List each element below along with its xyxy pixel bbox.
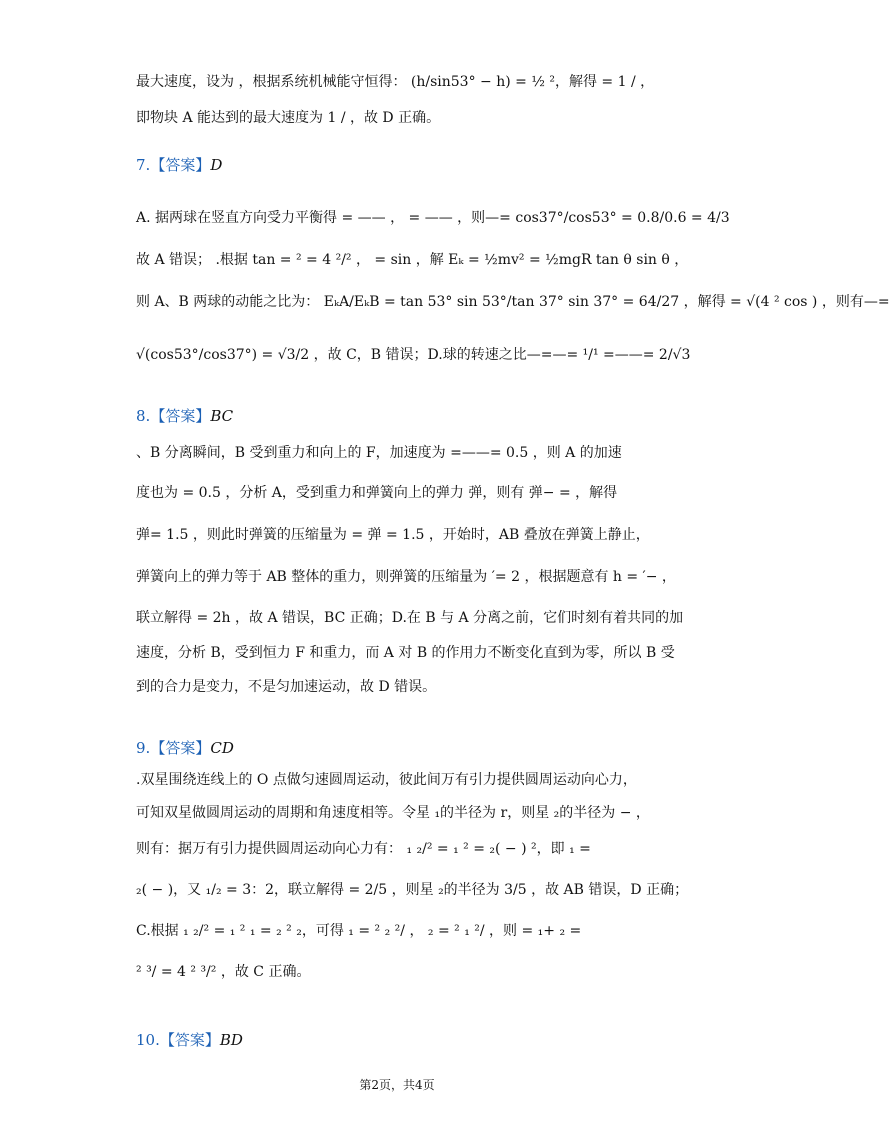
q8-text-line-7: 到的合力是变力，不是匀加速运动，故 D 错误。 bbox=[136, 679, 437, 695]
q6-text-line-2: 即物块 A 能达到的最大速度为 1 / ，故 D 正确。 bbox=[136, 110, 441, 126]
q7-text-line-2: 故 A 错误； .根据 tan = ² = 4 ²/² ， = sin ，解 Eₖ = ½mv² = ½mgR tan θ sin θ ， bbox=[136, 252, 689, 268]
q10-heading bbox=[136, 1030, 243, 1050]
q7-text-line-3: 则 A、B 两球的动能之比为： EₖA/EₖB = tan 53° sin 53°/tan 37° sin 37° = 64/27 ，解得 = √(4 ² cos ) ，则有—= bbox=[136, 294, 890, 310]
q9-answer: CD bbox=[210, 739, 234, 757]
q7-bracket-open: 【 bbox=[150, 156, 166, 174]
q7-answer: D bbox=[210, 156, 223, 174]
q9-text-line-3: 则有：据万有引力提供圆周运动向心力有： ₁ ₂/² = ₁ ² = ₂( − ) ²，即 ₁ = bbox=[136, 841, 591, 857]
q10-answer: BD bbox=[219, 1031, 243, 1049]
q10-bracket-close: 】 bbox=[204, 1031, 220, 1049]
q9-text-line-4: ₂( − )，又 ₁/₂ = 3：2，联立解得 = 2/5 ，则星 ₂的半径为 3/5 ，故 AB 错误，D 正确； bbox=[136, 882, 689, 898]
q9-heading bbox=[136, 738, 234, 758]
q10-answer-label: 答案 bbox=[174, 1031, 205, 1049]
q10-bracket-open: 【 bbox=[159, 1031, 175, 1049]
page-footer: 第2页，共4页 bbox=[359, 1078, 435, 1092]
q8-text-line-2: 度也为 = 0.5 ，分析 A，受到重力和弹簧向上的弹力 弹，则有 弹− = ，解得 bbox=[136, 485, 618, 501]
q9-answer-label: 答案 bbox=[165, 739, 196, 757]
q8-bracket-open: 【 bbox=[150, 407, 166, 425]
q9-bracket-open: 【 bbox=[150, 739, 166, 757]
q7-text-line-4: √(cos53°/cos37°) = √3/2 ，故 C，B 错误；D.球的转速之比—=—= ¹/¹ =——= 2/√3 bbox=[136, 347, 691, 363]
q9-number: 9. bbox=[136, 739, 151, 757]
q8-answer-label: 答案 bbox=[165, 407, 196, 425]
q7-number: 7. bbox=[136, 156, 151, 174]
q6-text-line-1: 最大速度，设为 ，根据系统机械能守恒得： (h/sin53° − h) = ½ ²，解得 = 1 / ， bbox=[136, 74, 655, 90]
q8-text-line-6: 速度，分析 B，受到恒力 F 和重力，而 A 对 B 的作用力不断变化直到为零，所以 B 受 bbox=[136, 645, 675, 661]
q8-answer: BC bbox=[210, 407, 234, 425]
q8-text-line-4: 弹簧向上的弹力等于 AB 整体的重力，则弹簧的压缩量为 ′= 2 ，根据题意有 h = ′− ， bbox=[136, 569, 676, 585]
q7-text-line-1: A. 据两球在竖直方向受力平衡得 = —— ， = —— ，则—= cos37°/cos53° = 0.8/0.6 = 4/3 bbox=[136, 210, 730, 226]
q9-text-line-1: .双星围绕连线上的 O 点做匀速圆周运动，彼此间万有引力提供圆周运动向心力， bbox=[136, 772, 637, 788]
q9-text-line-2: 可知双星做圆周运动的周期和角速度相等。令星 ₁的半径为 r，则星 ₂的半径为 − ， bbox=[136, 805, 650, 821]
q8-heading bbox=[136, 406, 233, 426]
q8-text-line-1: 、B 分离瞬间，B 受到重力和向上的 F，加速度为 =——= 0.5 ，则 A 的加速 bbox=[136, 445, 622, 461]
q8-text-line-5: 联立解得 = 2h ，故 A 错误，BC 正确；D.在 B 与 A 分离之前，它们时刻有着共同的加 bbox=[136, 610, 684, 626]
q8-bracket-close: 】 bbox=[195, 407, 211, 425]
q9-bracket-close: 】 bbox=[195, 739, 211, 757]
q8-number: 8. bbox=[136, 407, 151, 425]
q8-text-line-3: 弹= 1.5 ，则此时弹簧的压缩量为 = 弹 = 1.5 ，开始时，AB 叠放在弹簧上静止， bbox=[136, 527, 650, 543]
q10-number: 10. bbox=[136, 1031, 160, 1049]
q7-answer-label: 答案 bbox=[165, 156, 196, 174]
q7-heading bbox=[136, 155, 222, 175]
q9-text-line-5: C.根据 ₁ ₂/² = ₁ ² ₁ = ₂ ² ₂，可得 ₁ = ² ₂ ²/ ， ₂ = ² ₁ ²/ ，则 = ₁+ ₂ = bbox=[136, 923, 582, 939]
q7-bracket-close: 】 bbox=[195, 156, 211, 174]
q9-text-line-6: ² ³/ = 4 ² ³/² ，故 C 正确。 bbox=[136, 964, 311, 980]
